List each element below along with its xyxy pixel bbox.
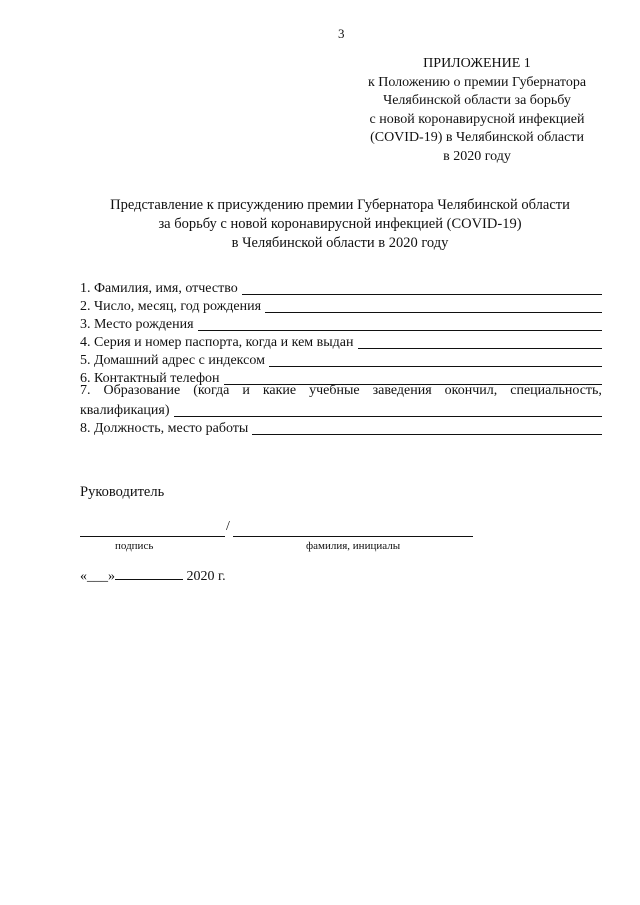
- field-birth-date: [80, 297, 602, 315]
- field-home-address: [80, 351, 602, 369]
- date-year: 2020 г.: [186, 569, 226, 584]
- fill-line[interactable]: [242, 281, 602, 295]
- field-label: 1. Фамилия, имя, отчество: [80, 281, 238, 296]
- field-label: 2. Число, месяц, год рождения: [80, 299, 262, 314]
- date-month-blank[interactable]: [115, 567, 183, 580]
- field-label: 3. Место рождения: [80, 317, 194, 332]
- caption-name: фамилия, инициалы: [306, 540, 401, 552]
- fill-line[interactable]: [198, 317, 602, 331]
- page-number: 3: [338, 26, 345, 41]
- fill-line[interactable]: [269, 353, 602, 367]
- document-heading: [60, 196, 620, 253]
- field-qualification: [80, 401, 602, 419]
- edu-word: (когда: [193, 383, 230, 398]
- date-day: «___»: [80, 569, 115, 584]
- appendix-line: (COVID-19) в Челябинской области: [370, 130, 584, 145]
- heading-line: в Челябинской области в 2020 году: [231, 235, 449, 251]
- edu-word: заведения: [372, 383, 432, 398]
- field-label: 5. Домашний адрес с индексом: [80, 353, 265, 368]
- appendix-line: к Положению о премии Губернатора: [367, 74, 587, 90]
- appendix-line: Челябинской области за борьбу: [383, 93, 571, 108]
- edu-word: какие: [262, 383, 297, 398]
- edu-word: 7.: [80, 383, 91, 398]
- field-label: 4. Серия и номер паспорта, когда и кем выдан: [80, 335, 354, 350]
- field-position: [80, 419, 602, 437]
- heading-line: Представление к присуждению премии Губернатора Челябинской области: [110, 197, 570, 213]
- fill-line[interactable]: [358, 335, 602, 349]
- fill-line[interactable]: [252, 421, 602, 435]
- appendix-block: [352, 55, 602, 166]
- field-education-line1: [80, 383, 602, 399]
- date-line: [80, 567, 226, 585]
- signature-line[interactable]: [80, 535, 225, 537]
- appendix-line: в 2020 году: [443, 148, 511, 164]
- appendix-title: ПРИЛОЖЕНИЕ 1: [423, 56, 531, 71]
- edu-word: Образование: [103, 383, 181, 398]
- edu-word: специальность,: [510, 383, 602, 398]
- field-passport: [80, 333, 602, 351]
- appendix-line: с новой коронавирусной инфекцией: [369, 111, 585, 127]
- caption-signature: подпись: [115, 540, 154, 552]
- name-line[interactable]: [233, 535, 473, 537]
- fill-line[interactable]: [265, 299, 602, 313]
- head-label: Руководитель: [80, 484, 165, 500]
- signature-separator: /: [226, 519, 230, 534]
- field-birth-place: [80, 315, 602, 333]
- field-label: квалификация): [80, 403, 170, 418]
- field-label: 6. Контактный телефон: [80, 371, 220, 386]
- edu-word: и: [242, 383, 250, 398]
- fill-line[interactable]: [174, 403, 603, 417]
- edu-word: окончил,: [444, 383, 498, 398]
- heading-line: за борьбу с новой коронавирусной инфекцией (COVID-19): [158, 216, 522, 232]
- edu-word: учебные: [309, 383, 360, 398]
- field-label: 8. Должность, место работы: [80, 421, 249, 436]
- field-full-name: [80, 279, 602, 297]
